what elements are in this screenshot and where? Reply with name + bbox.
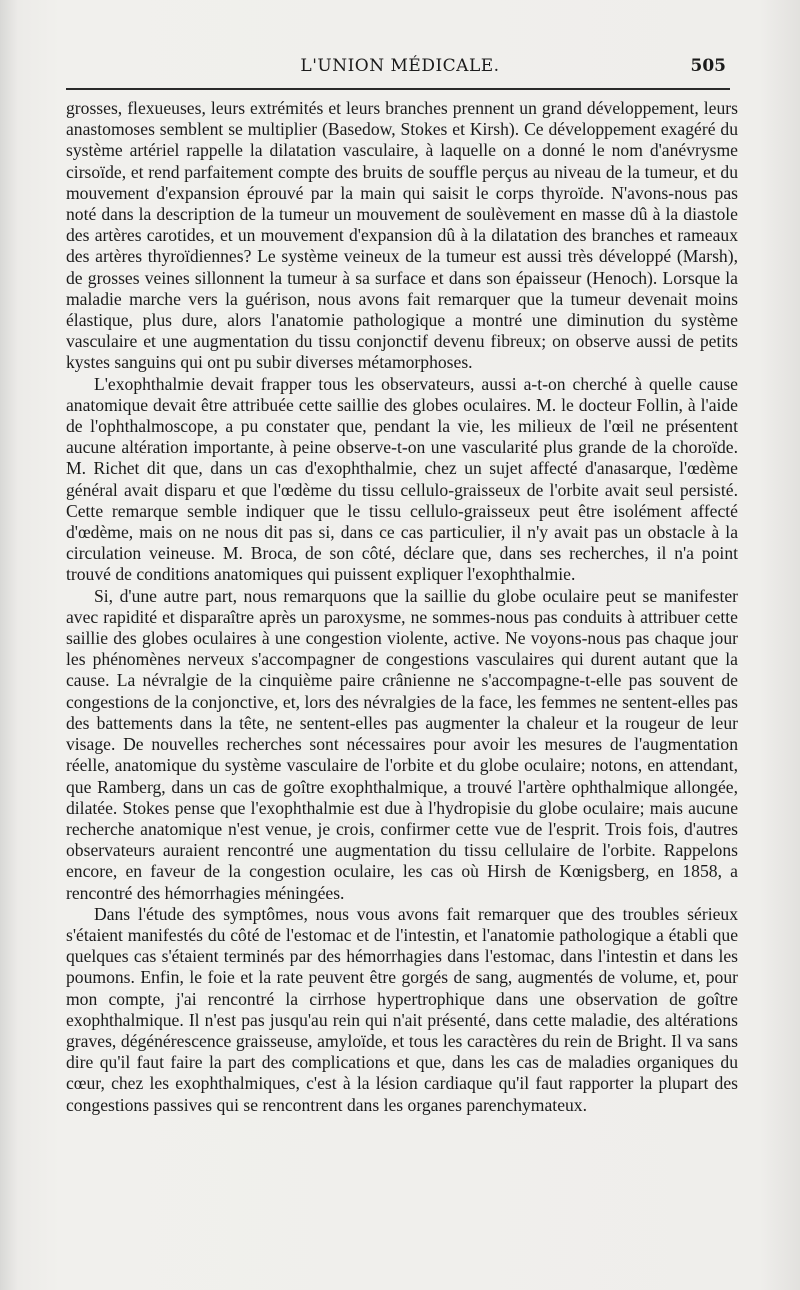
running-title: L'UNION MÉDICALE. xyxy=(300,56,500,76)
page-number: 505 xyxy=(690,56,726,76)
paragraph-congestion: Si, d'une autre part, nous remarquons que la saillie du globe oculaire peut se manifester avec rapidité et disparaître après un paroxysme, ne sommes-nous pas conduits à attribuer cette saillie des globes oculaires à une congestion violente, active. Ne voyons-nous pas chaque jour les phénomènes nerveux s'accompagner de congestions vasculaires qui durent autant que la cause. La névralgie de la cinquième paire crânienne ne s'accompagne-t-elle pas souvent de congestions de la conjonctive, et, lors des névralgies de la face, les femmes ne sentent-elles pas des battements dans la tête, ne sentent-elles pas augmenter la chaleur et la rougeur de leur visage. De nouvelles recherches sont nécessaires pour avoir les mesures de l'augmentation réelle, anatomique du système vasculaire de l'orbite et du globe oculaire; notons, en attendant, que Ramberg, dans un cas de goître exophthalmique, a trouvé l'artère ophthalmique allongée, dilatée. Stokes pense que l'exophthalmie est due à l'hydropisie du globe oculaire; mais aucune recherche anatomique n'est venue, je crois, confirmer cette vue de l'esprit. Trois fois, d'autres observateurs auraient rencontré une augmentation du tissu cellulaire de l'orbite. Rappelons encore, en faveur de la congestion oculaire, les cas où Hirsh de Kœnigsberg, en 1858, a rencontré des hémorrhagies méningées. xyxy=(66,585,738,903)
paragraph-continuation: grosses, flexueuses, leurs extrémités et leurs branches prennent un grand développement, leurs anastomoses semblent se multiplier (Basedow, Stokes et Kirsh). Ce développement exagéré du système artériel rappelle la dilatation vasculaire, à laquelle on a donné le nom d'anévrysme cirsoïde, et rend parfaitement compte des bruits de souffle perçus au niveau de la tumeur, et du mouvement d'expansion éprouvé par la main qui saisit le corps thyroïde. N'avons-nous pas noté dans la description de la tumeur un mouvement de soulèvement en masse dû à la diastole des artères carotides, et un mouvement d'expansion dû à la dilatation des branches et rameaux des artères thyroïdiennes? Le système veineux de la tumeur est aussi très développé (Marsh), de grosses veines sillonnent la tumeur à sa surface et dans son épaisseur (Henoch). Lorsque la maladie marche vers la guérison, nous avons fait remarquer que la tumeur devenait moins élastique, plus dure, alors l'anatomie pathologique a montré une diminution du système vasculaire et une augmentation du tissu conjonctif devenu fibreux; on observe aussi de petits kystes sanguins qui ont pu subir diverses métamorphoses. xyxy=(66,98,738,373)
paragraph-exophthalmie: L'exophthalmie devait frapper tous les observateurs, aussi a-t-on cherché à quelle cause anatomique devait être attribuée cette saillie des globes oculaires. M. le docteur Follin, à l'aide de l'ophthalmoscope, a pu constater que, pendant la vie, les milieux de l'œil ne présentent aucune altération importante, à peine observe-t-on une vascularité plus grande de la choroïde. M. Richet dit que, dans un cas d'exophthalmie, chez un sujet affecté d'anasarque, l'œdème général avait disparu et que l'œdème du tissu cellulo-graisseux de l'orbite avait seul persisté. Cette remarque semble indiquer que le tissu cellulo-graisseux peut être isolément affecté d'œdème, mais on ne nous dit pas si, dans ce cas particulier, il n'y avait pas un obstacle à la circulation veineuse. M. Broca, de son côté, déclare que, dans ses recherches, il n'a point trouvé de conditions anatomiques qui puissent expliquer l'exophthalmie. xyxy=(66,373,738,585)
header-rule xyxy=(66,88,730,90)
body-text xyxy=(66,98,738,1116)
page-header xyxy=(60,56,740,84)
paragraph-symptomes: Dans l'étude des symptômes, nous vous avons fait remarquer que des troubles sérieux s'étaient manifestés du côté de l'estomac et de l'intestin, et l'anatomie pathologique a établi que quelques cas s'étaient terminés par des hémorrhagies dans l'estomac, dans l'intestin et dans les poumons. Enfin, le foie et la rate peuvent être gorgés de sang, augmentés de volume, et, pour mon compte, j'ai rencontré la cirrhose hypertrophique dans une observation de goître exophthalmique. Il n'est pas jusqu'au rein qui n'ait présenté, dans cette maladie, des altérations graves, dégénérescence graisseuse, amyloïde, et tous les caractères du rein de Bright. Il va sans dire qu'il faut faire la part des complications et que, dans les cas de maladies organiques du cœur, chez les exophthalmiques, c'est à la lésion cardiaque qu'il faut rapporter la plupart des congestions passives qui se rencontrent dans les organes parenchymateux. xyxy=(66,903,738,1115)
